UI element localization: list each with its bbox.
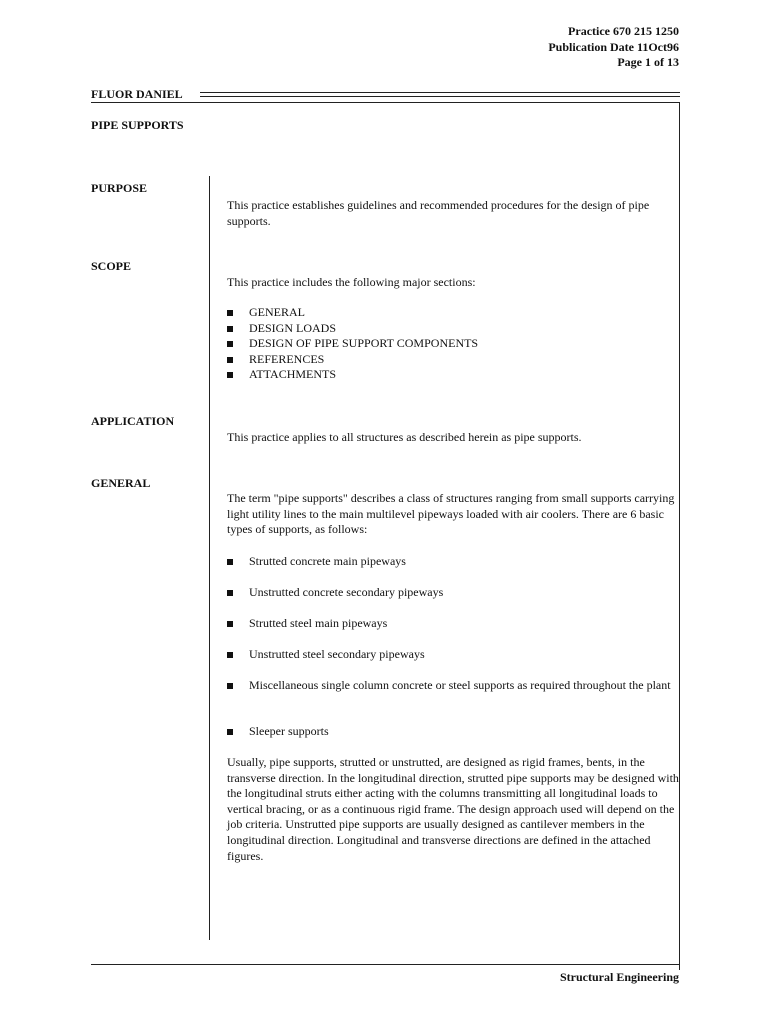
bullet-square-icon <box>227 326 233 332</box>
support-type-item: Strutted concrete main pipeways <box>227 554 679 570</box>
section-label-purpose: PURPOSE <box>91 181 148 195</box>
footer-department: Structural Engineering <box>560 970 679 984</box>
section-label-general: GENERAL <box>91 476 151 490</box>
general-intro-text: The term "pipe supports" describes a class of structures ranging from small supports carrying light utility lines to the main multilevel pipeways loaded with air coolers. There are 6 basic types of supports, as follows: <box>227 491 675 537</box>
bullet-square-icon <box>227 310 233 316</box>
support-type-item: Unstrutted steel secondary pipeways <box>227 647 679 663</box>
frame-top-rule <box>91 102 679 103</box>
practice-number: Practice 670 215 1250 <box>568 24 679 38</box>
bullet-square-icon <box>227 683 233 689</box>
bullet-square-icon <box>227 357 233 363</box>
bullet-square-icon <box>227 621 233 627</box>
bullet-square-icon <box>227 341 233 347</box>
bullet-square-icon <box>227 652 233 658</box>
scope-list-item: DESIGN OF PIPE SUPPORT COMPONENTS <box>227 336 679 352</box>
scope-list-item: DESIGN LOADS <box>227 321 679 337</box>
footer-rule <box>91 964 679 965</box>
scope-list-item: REFERENCES <box>227 352 679 368</box>
page-number: Page 1 of 13 <box>617 55 679 69</box>
section-label-application: APPLICATION <box>91 414 175 428</box>
scope-list-item: ATTACHMENTS <box>227 367 679 383</box>
company-name: FLUOR DANIEL <box>91 87 183 101</box>
support-type-item: Miscellaneous single column concrete or steel supports as required throughout the plant <box>227 678 679 694</box>
support-type-item: Unstrutted concrete secondary pipeways <box>227 585 679 601</box>
header-double-rule <box>200 92 680 97</box>
frame-right-rule <box>679 102 680 970</box>
support-type-item: Sleeper supports <box>227 724 679 740</box>
section-label-scope: SCOPE <box>91 259 132 273</box>
scope-text: This practice includes the following major sections: <box>227 275 476 289</box>
publication-date: Publication Date 11Oct96 <box>548 39 679 54</box>
document-title: PIPE SUPPORTS <box>91 118 184 132</box>
bullet-square-icon <box>227 729 233 735</box>
bullet-square-icon <box>227 559 233 565</box>
column-divider <box>209 176 210 940</box>
bullet-square-icon <box>227 590 233 596</box>
general-closing-text: Usually, pipe supports, strutted or unstrutted, are designed as rigid frames, bents, in the transverse direction. In the longitudinal direction, strutted pipe supports may be designed with the longitudinal struts either acting with the columns transmitting all longitudinal loads to vertical bracing, or as a continuous rigid frame. The design approach used will depend on the job criteria. Unstrutted pipe supports are usually designed as cantilever members in the longitudinal direction. Longitudinal and transverse directions are defined in the attached figures. <box>227 755 679 863</box>
bullet-square-icon <box>227 372 233 378</box>
application-text: This practice applies to all structures as described herein as pipe supports. <box>227 430 582 444</box>
document-header <box>548 24 679 71</box>
scope-list-item: GENERAL <box>227 305 679 321</box>
support-type-item: Strutted steel main pipeways <box>227 616 679 632</box>
purpose-text: This practice establishes guidelines and recommended procedures for the design of pipe supports. <box>227 198 650 228</box>
